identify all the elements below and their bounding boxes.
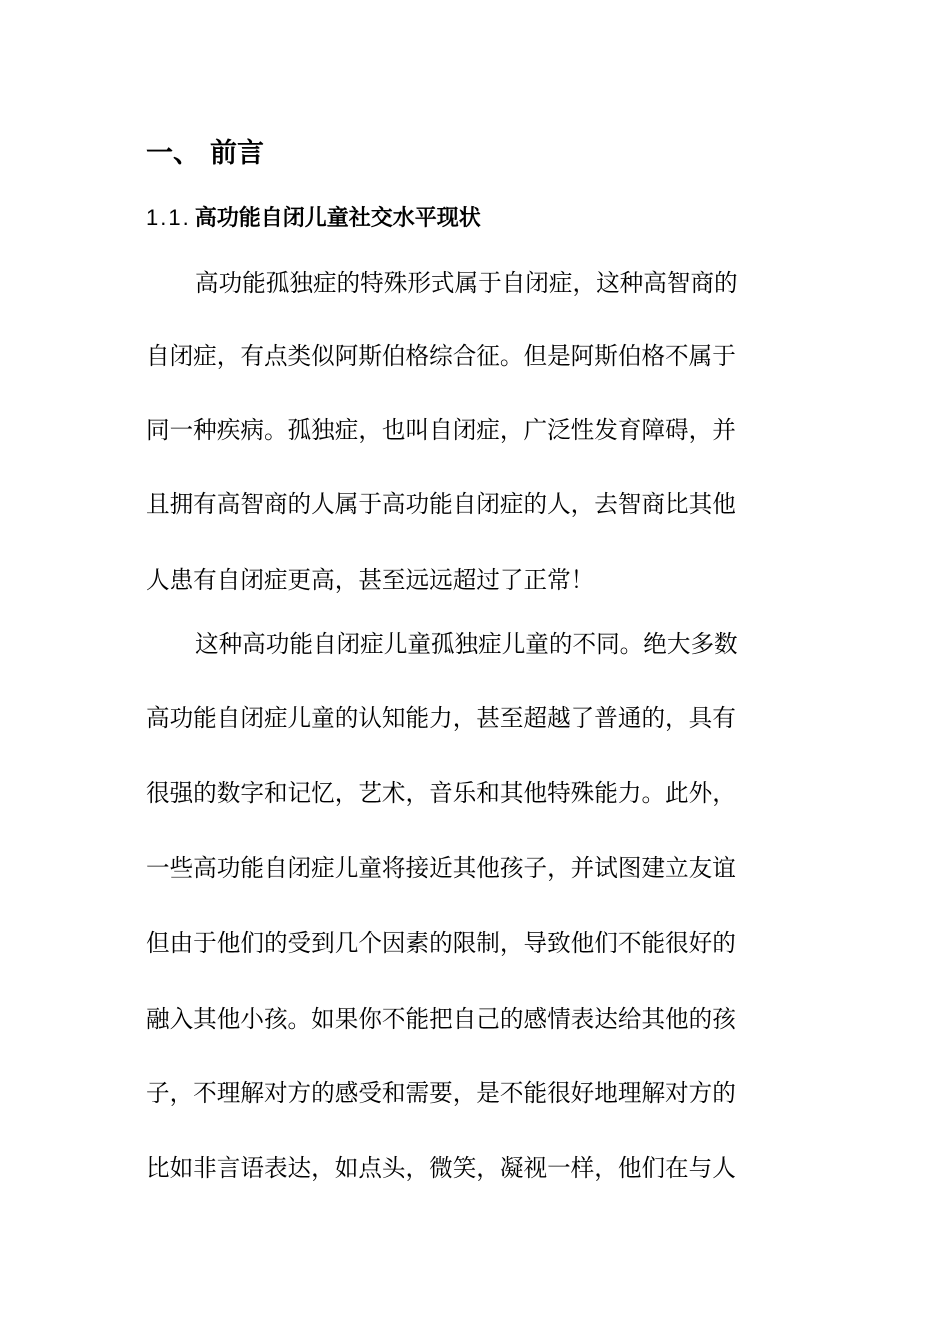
paragraph-1-line-5: 人患有自闭症更高，甚至远远超过了正常！	[146, 566, 595, 594]
section-heading	[146, 134, 264, 174]
paragraph-2-line-4: 一些高功能自闭症儿童将接近其他孩子，并试图建立友谊	[146, 854, 736, 882]
subsection-title: 高功能自闭儿童社交水平现状	[194, 206, 481, 231]
paragraph-1-line-2: 自闭症，有点类似阿斯伯格综合征。但是阿斯伯格不属于	[146, 342, 736, 370]
subsection-heading	[146, 200, 481, 237]
paragraph-2-line-6: 融入其他小孩。如果你不能把自己的感情表达给其他的孩	[146, 1005, 736, 1033]
subsection-number: 1.1.	[146, 205, 191, 230]
paragraph-2-line-1: 这种高功能自闭症儿童孤独症儿童的不同。绝大多数	[195, 630, 738, 658]
paragraph-1-line-4: 且拥有高智商的人属于高功能自闭症的人，去智商比其他	[146, 490, 736, 518]
paragraph-1-line-3: 同一种疾病。孤独症，也叫自闭症，广泛性发育障碍，并	[146, 416, 736, 444]
section-number: 一、	[146, 138, 200, 169]
paragraph-2-line-5: 但由于他们的受到几个因素的限制，导致他们不能很好的	[146, 929, 736, 957]
paragraph-2-line-7: 子，不理解对方的感受和需要，是不能很好地理解对方的	[146, 1079, 736, 1107]
section-title: 前言	[210, 138, 264, 169]
paragraph-2-line-2: 高功能自闭症儿童的认知能力，甚至超越了普通的，具有	[146, 704, 736, 732]
paragraph-2-line-8: 比如非言语表达，如点头，微笑，凝视一样，他们在与人	[146, 1154, 736, 1182]
paragraph-1-line-1: 高功能孤独症的特殊形式属于自闭症，这种高智商的	[195, 269, 738, 297]
paragraph-2-line-3: 很强的数字和记忆，艺术，音乐和其他特殊能力。此外，	[146, 779, 736, 807]
